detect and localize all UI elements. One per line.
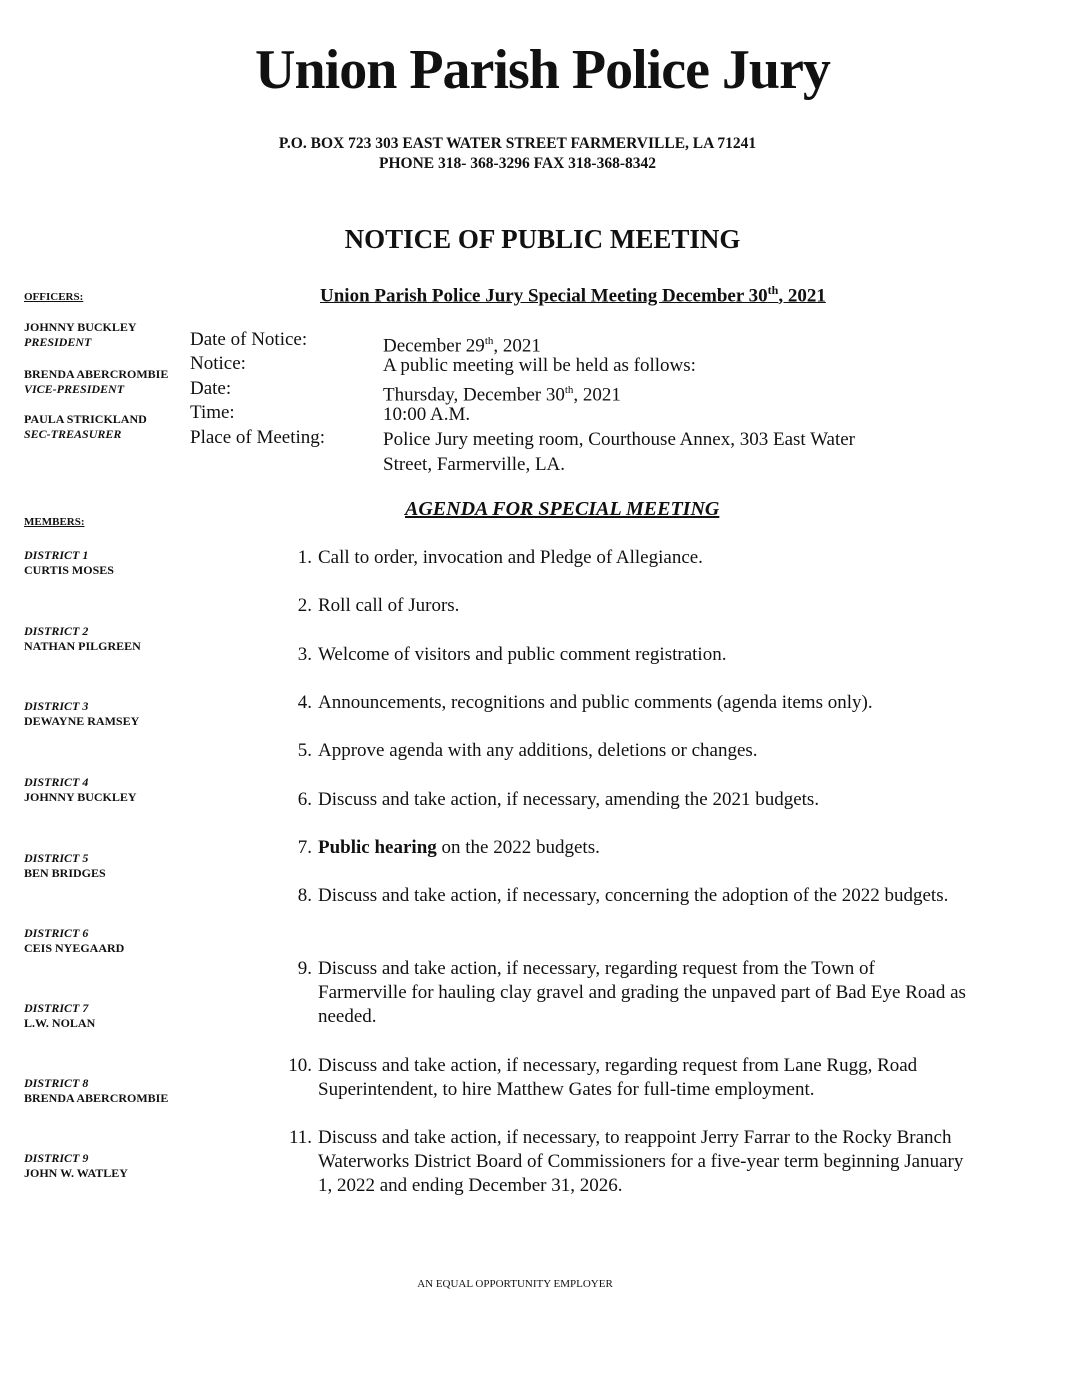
agenda-heading: AGENDA FOR SPECIAL MEETING — [405, 498, 720, 520]
officer-title: PRESIDENT — [24, 335, 92, 349]
district-label: DISTRICT 6 — [24, 926, 89, 940]
organization-title: Union Parish Police Jury — [255, 39, 830, 101]
time-label: Time: — [190, 402, 235, 423]
time-value: 10:00 A.M. — [383, 404, 471, 425]
member-entry — [24, 1151, 128, 1181]
date-of-notice-value: December 29th, 2021 — [383, 335, 541, 357]
footer-text: AN EQUAL OPPORTUNITY EMPLOYER — [417, 1278, 613, 1290]
date-label: Date: — [190, 378, 232, 399]
officer-name: PAULA STRICKLAND — [24, 412, 147, 426]
officer-name: JOHNNY BUCKLEY — [24, 320, 137, 334]
member-entry — [24, 926, 124, 956]
district-label: DISTRICT 8 — [24, 1076, 89, 1090]
officer-title: VICE-PRESIDENT — [24, 382, 125, 396]
member-name: L.W. NOLAN — [24, 1016, 96, 1030]
district-label: DISTRICT 9 — [24, 1151, 89, 1165]
district-label: DISTRICT 5 — [24, 851, 89, 865]
district-label: DISTRICT 1 — [24, 548, 89, 562]
officer-name: BRENDA ABERCROMBIE — [24, 367, 169, 381]
members-heading: MEMBERS: — [24, 516, 85, 528]
notice-title: NOTICE OF PUBLIC MEETING — [344, 224, 741, 254]
meeting-heading: Union Parish Police Jury Special Meeting December 30th, 2021 — [320, 283, 826, 307]
member-name: JOHNNY BUCKLEY — [24, 790, 137, 804]
member-name: CURTIS MOSES — [24, 563, 114, 577]
officers-heading: OFFICERS: — [24, 291, 84, 303]
date-of-notice-label: Date of Notice: — [190, 329, 308, 350]
district-label: DISTRICT 2 — [24, 624, 89, 638]
notice-value: A public meeting will be held as follows: — [383, 355, 696, 376]
member-entry — [24, 624, 141, 654]
member-entry — [24, 851, 106, 881]
district-label: DISTRICT 3 — [24, 699, 89, 713]
member-name: NATHAN PILGREEN — [24, 639, 141, 653]
address-line: P.O. BOX 723 303 EAST WATER STREET FARMERVILLE, LA 71241 — [278, 135, 757, 152]
member-name: BRENDA ABERCROMBIE — [24, 1091, 169, 1105]
member-name: BEN BRIDGES — [24, 866, 106, 880]
district-label: DISTRICT 4 — [24, 775, 89, 789]
place-label: Place of Meeting: — [190, 427, 326, 448]
notice-label: Notice: — [190, 353, 246, 374]
officer-title: SEC-TREASURER — [24, 427, 122, 441]
district-label: DISTRICT 7 — [24, 1001, 89, 1015]
member-entry — [24, 1076, 168, 1106]
member-name: CEIS NYEGAARD — [24, 941, 125, 955]
phone-fax-line: PHONE 318- 368-3296 FAX 318-368-8342 — [379, 155, 656, 172]
member-entry — [24, 548, 114, 578]
member-name: DEWAYNE RAMSEY — [24, 714, 140, 728]
place-value: Police Jury meeting room, Courthouse Annex, 303 East Water Street, Farmerville, LA. — [383, 429, 855, 475]
member-entry — [24, 1001, 95, 1031]
member-name: JOHN W. WATLEY — [24, 1166, 128, 1180]
member-entry — [24, 775, 137, 805]
member-entry — [24, 699, 139, 729]
date-value: Thursday, December 30th, 2021 — [383, 384, 621, 406]
